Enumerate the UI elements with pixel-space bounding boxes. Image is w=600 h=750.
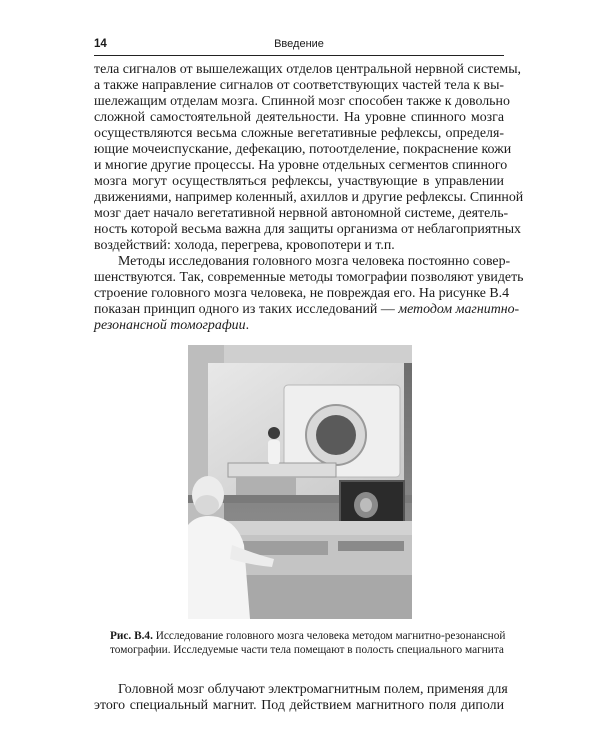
emphasis-text: резонансной томографии [94,318,246,333]
running-header [94,37,504,53]
text-line: мозг дает начало вегетативной нервной автономной системе, деятель- [94,206,509,221]
text-line: шенствуются. Так, современные методы томографии позволяют увидеть [94,270,524,285]
paragraph-spinal-cord [94,62,524,254]
figure-caption [110,629,506,657]
text-segment: показан принцип одного из таких исследований — [94,302,395,317]
text-line: Головной мозг облучают электромагнитным полем, применяя для [118,682,508,697]
paragraph-brain-methods [94,254,524,334]
text-line: воздействий: холода, перегрева, кровопотери и т.п. [94,238,395,253]
text-line: Методы исследования головного мозга человека постоянно совер- [118,254,511,269]
text-line: и многие другие процессы. На уровне отдельных сегментов спинного [94,158,508,173]
figure-label: Рис. В.4. [110,630,153,642]
text-line: этого специальный магнит. Под действием магнитного поля диполи [94,698,504,713]
header-rule [94,55,504,56]
page-number: 14 [94,38,107,50]
text-line: осуществляются весьма сложные вегетативные рефлексы, определя- [94,126,504,141]
text-line: ющие мочеиспускание, дефекацию, потоотделение, покраснение кожи [94,142,512,157]
section-title: Введение [274,38,324,50]
text-line [94,302,520,318]
text-line: мозга могут осуществляться рефлексы, участвующие в управлении [94,174,504,189]
caption-line [110,629,506,643]
text-line: тела сигналов от вышележащих отделов центральной нервной системы, [94,62,522,77]
text-segment: . [245,318,250,333]
text-line: а также направление сигналов от соответствующих частей тела к вы- [94,78,505,93]
mri-photo [188,345,412,619]
text-line: движениями, например коленный, ахиллов и другие рефлексы. Спинной [94,190,524,205]
text-line [94,318,504,334]
text-line: ность которой весьма важна для защиты организма от неблагоприятных [94,222,521,237]
caption-line: томографии. Исследуемые части тела помещают в полость специального магнита [110,644,504,656]
caption-text: Исследование головного мозга человека методом магнитно-резонансной [155,630,506,642]
emphasis-text: методом магнитно- [398,302,520,317]
text-line: строение головного мозга человека, не повреждая его. На рисунке В.4 [94,286,510,301]
paragraph-magnet [94,682,508,714]
text-line: шележащим отделам мозга. Спинной мозг способен также к довольно [94,94,510,109]
text-line: сложной самостоятельной деятельности. На уровне спинного мозга [94,110,504,125]
